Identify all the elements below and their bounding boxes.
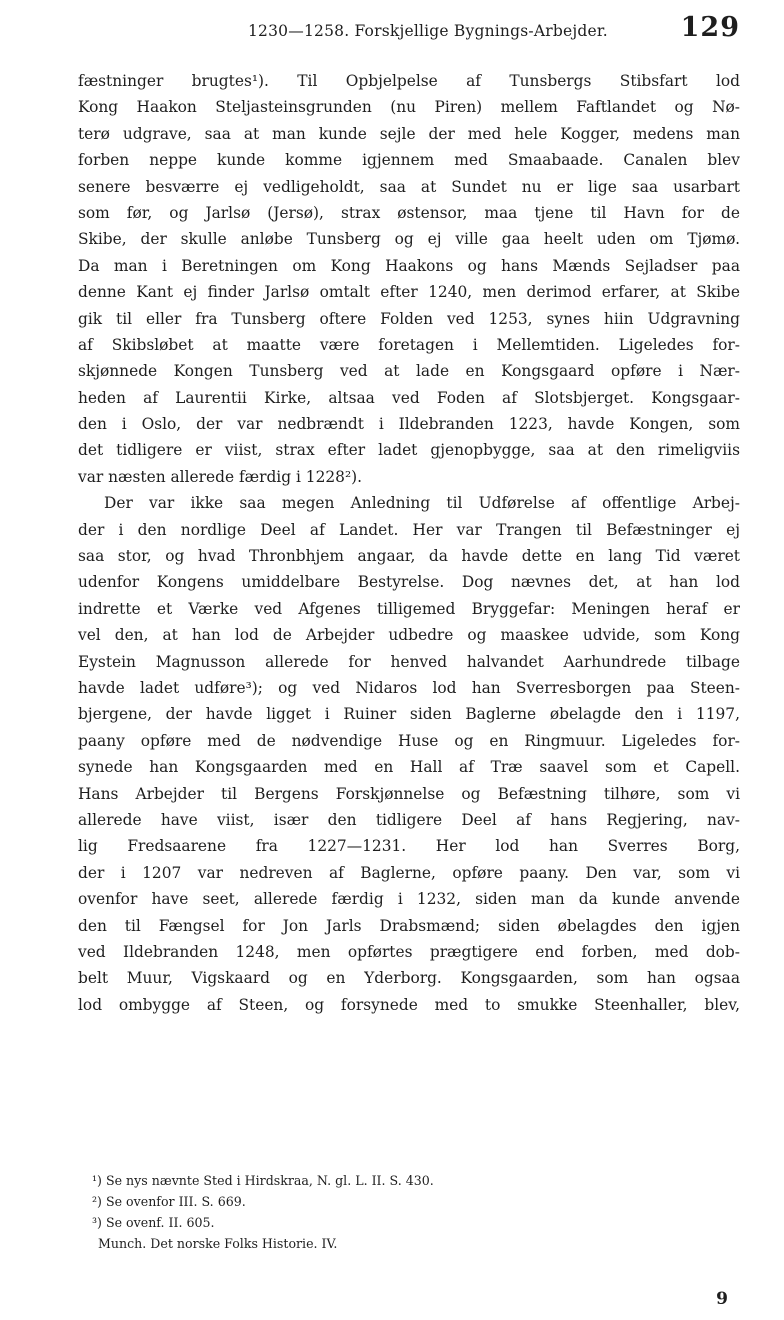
text-line: lig Fredsaarene fra 1227—1231. Her lod han Sverres Borg, bbox=[78, 837, 740, 856]
text-line: som før, og Jarlsø (Jersø), strax østensor, maa tjene til Havn for de bbox=[78, 203, 740, 222]
text-line: Da man i Beretningen om Kong Haakons og hans Mænds Sejladser paa bbox=[78, 256, 740, 275]
publisher-line: Munch. Det norske Folks Historie. IV. bbox=[98, 1236, 338, 1251]
text-line: Kong Haakon Steljasteinsgrunden (nu Piren) mellem Faftlandet og Nø- bbox=[78, 98, 740, 117]
text-line: synede han Kongsgaarden med en Hall af Træ saavel som et Capell. bbox=[78, 758, 740, 777]
text-line: senere besværre ej vedligeholdt, saa at Sundet nu er lige saa usarbart bbox=[78, 177, 740, 196]
footnote: ¹) Se nys nævnte Sted i Hirdskraa, N. gl. L. II. S. 430. bbox=[92, 1173, 434, 1188]
text-line: saa stor, og hvad Thronbhjem angaar, da havde dette en lang Tid været bbox=[78, 547, 740, 566]
text-line: den i Oslo, der var nedbrændt i Ildebranden 1223, havde Kongen, som bbox=[78, 415, 740, 434]
page-header bbox=[78, 14, 740, 54]
text-line: det tidligere er viist, strax efter ladet gjenopbygge, saa at den rimeligviis bbox=[78, 441, 740, 460]
footnote: ³) Se ovenf. II. 605. bbox=[92, 1215, 215, 1230]
text-line: Der var ikke saa megen Anledning til Udførelse af offentlige Arbej- bbox=[104, 494, 740, 513]
text-line: indrette et Værke ved Afgenes tilligemed Bryggefar: Meningen heraf er bbox=[78, 599, 740, 618]
footnote: ²) Se ovenfor III. S. 669. bbox=[92, 1194, 246, 1209]
text-line: den til Fængsel for Jon Jarls Drabsmænd; siden øbelagdes den igjen bbox=[78, 916, 740, 935]
text-line: allerede have viist, især den tidligere Deel af hans Regjering, nav- bbox=[78, 810, 740, 829]
text-line: Skibe, der skulle anløbe Tunsberg og ej ville gaa heelt uden om Tjømø. bbox=[78, 230, 740, 249]
body-text bbox=[78, 68, 740, 1018]
text-line: gik til eller fra Tunsberg oftere Folden ved 1253, synes hiin Udgravning bbox=[78, 309, 740, 328]
text-line: der i den nordlige Deel af Landet. Her var Trangen til Befæstninger ej bbox=[78, 520, 740, 539]
text-line: fæstninger brugtes¹). Til Opbjelpelse af Tunsbergs Stibsfart lod bbox=[78, 72, 740, 90]
text-line: vel den, at han lod de Arbejder udbedre og maaskee udvide, som Kong bbox=[78, 626, 740, 645]
text-line: skjønnede Kongen Tunsberg ved at lade en Kongsgaard opføre i Nær- bbox=[78, 362, 740, 381]
text-line: var næsten allerede færdig i 1228²). bbox=[78, 467, 363, 486]
text-line: ovenfor have seet, allerede færdig i 1232, siden man da kunde anvende bbox=[78, 890, 740, 909]
text-line: forben neppe kunde komme igjennem med Smaabaade. Canalen blev bbox=[78, 151, 740, 170]
text-line: ved Ildebranden 1248, men opførtes prægtigere end forben, med dob- bbox=[78, 942, 740, 961]
text-line: Eystein Magnusson allerede for henved halvandet Aarhundrede tilbage bbox=[78, 652, 740, 671]
page-number: 129 bbox=[680, 12, 740, 43]
text-line: terø udgrave, saa at man kunde sejle der med hele Kogger, medens man bbox=[78, 124, 740, 143]
text-line: denne Kant ej finder Jarlsø omtalt efter 1240, men derimod erfarer, at Skibe bbox=[78, 283, 740, 302]
text-line: belt Muur, Vigskaard og en Yderborg. Kongsgaarden, som han ogsaa bbox=[78, 969, 740, 988]
text-line: bjergene, der havde ligget i Ruiner siden Baglerne øbelagde den i 1197, bbox=[78, 705, 740, 724]
footnotes bbox=[92, 1170, 740, 1254]
text-line: heden af Laurentii Kirke, altsaa ved Foden af Slotsbjerget. Kongsgaar- bbox=[78, 388, 740, 407]
text-line: af Skibsløbet at maatte være foretagen i Mellemtiden. Ligeledes for- bbox=[78, 335, 740, 354]
running-head: 1230—1258. Forskjellige Bygnings-Arbejder. bbox=[248, 22, 608, 40]
text-line: Hans Arbejder til Bergens Forskjønnelse og Befæstning tilhøre, som vi bbox=[78, 784, 740, 803]
text-line: paany opføre med de nødvendige Huse og en Ringmuur. Ligeledes for- bbox=[78, 731, 740, 750]
signature-mark: 9 bbox=[716, 1289, 728, 1309]
text-line: havde ladet udføre³); og ved Nidaros lod han Sverresborgen paa Steen- bbox=[78, 678, 740, 697]
text-line: der i 1207 var nedreven af Baglerne, opføre paany. Den var, som vi bbox=[78, 863, 740, 882]
text-line: udenfor Kongens umiddelbare Bestyrelse. Dog nævnes det, at han lod bbox=[78, 573, 740, 592]
text-line: lod ombygge af Steen, og forsynede med to smukke Steenhaller, blev, bbox=[78, 995, 740, 1014]
